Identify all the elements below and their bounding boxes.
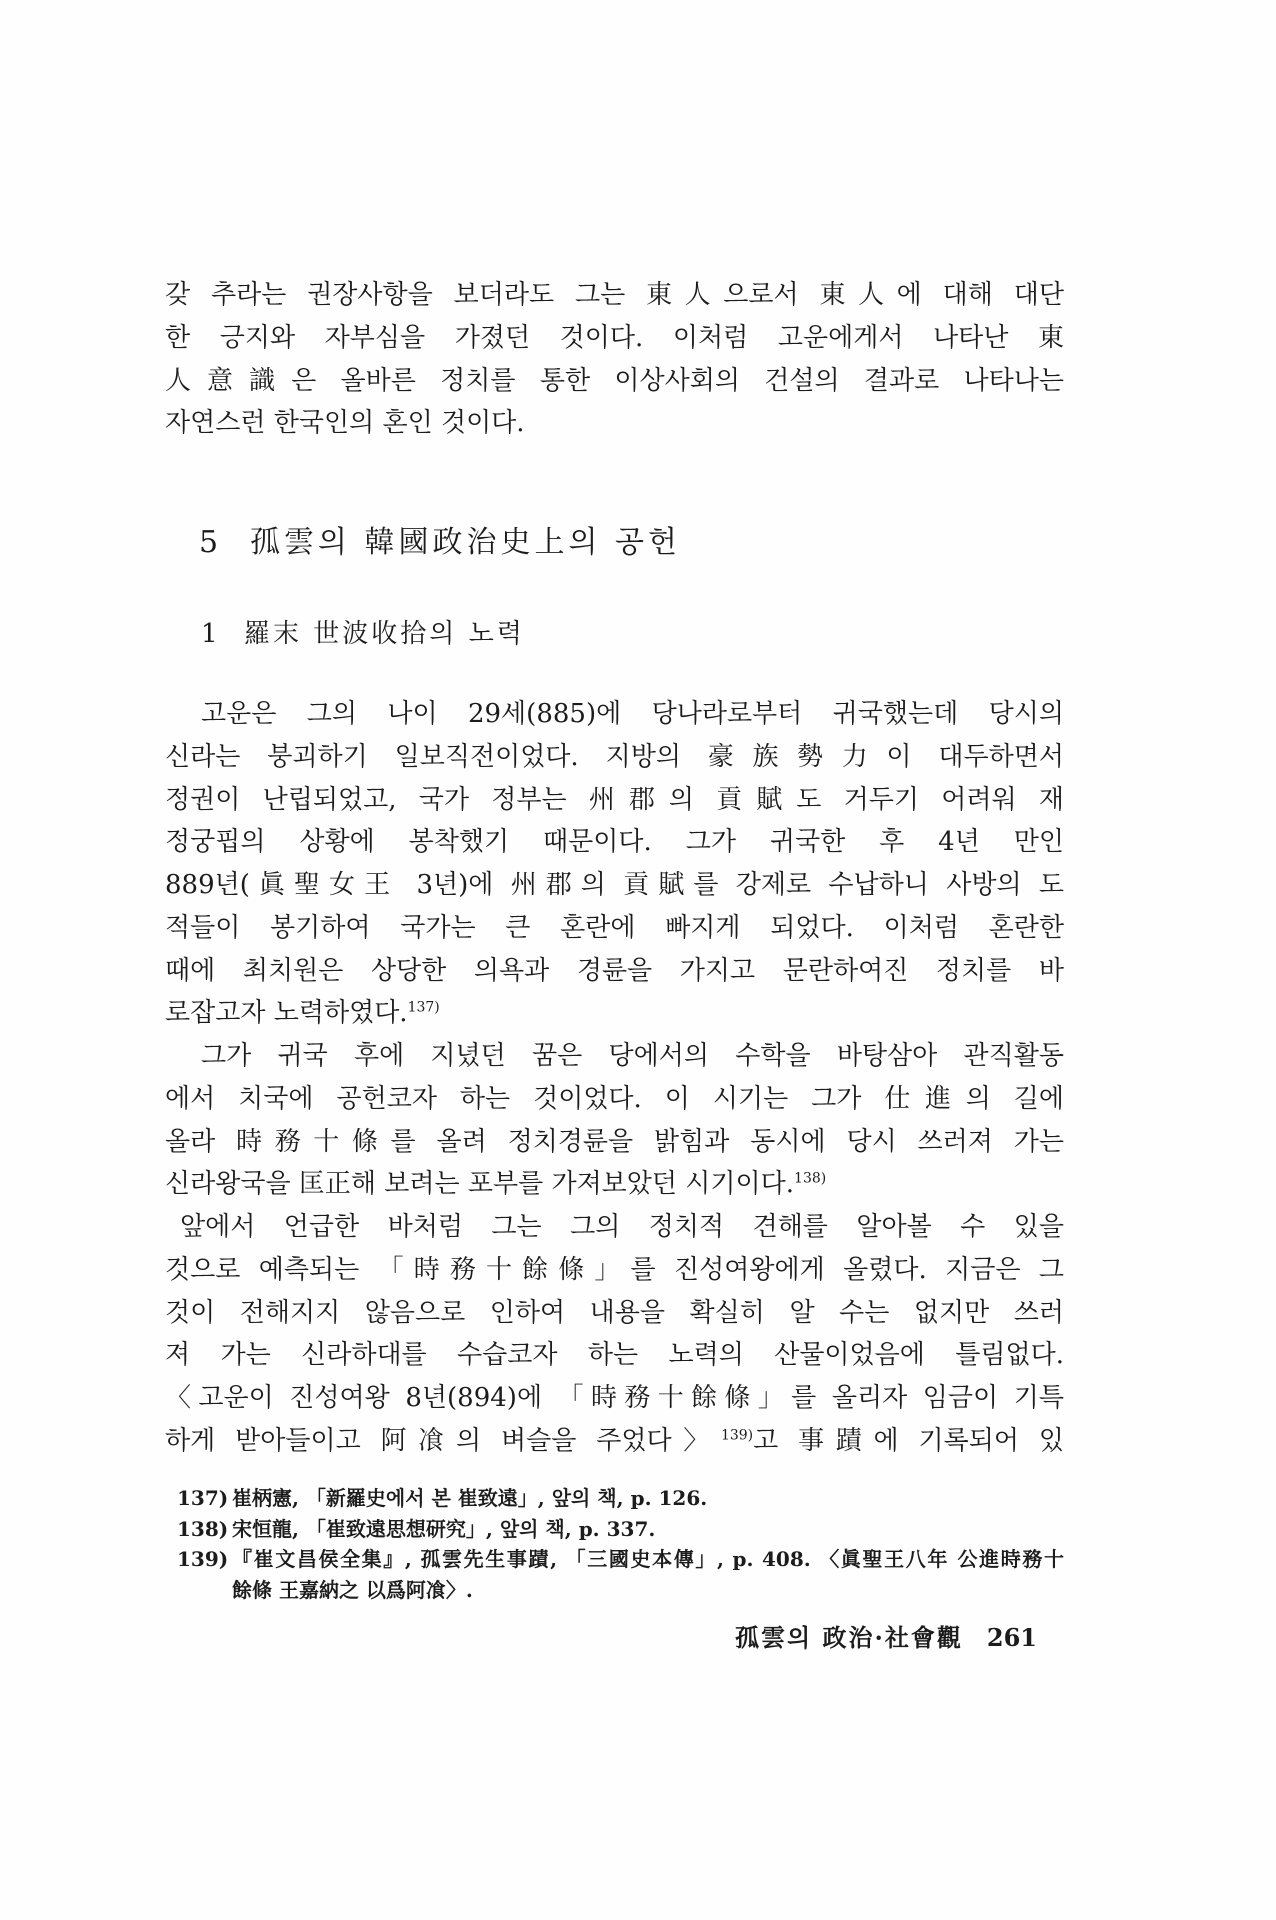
text-line: 갖 추라는 권장사항을 보더라도 그는 東人으로서 東人에 대해 대단 [165,280,1064,310]
text-line [165,1420,1064,1463]
footnote [177,1544,1064,1605]
text-line: 신라는 붕괴하기 일보직전이었다. 지방의 豪族勢力이 대두하면서 [165,741,1064,772]
subsection-number: 1 [201,619,218,649]
text-line [165,1163,1064,1206]
paragraph [165,1035,1064,1206]
page-number: 261 [986,1623,1037,1652]
intro-paragraph [165,274,1064,445]
footnote-text: 餘條 王嘉納之 以爲阿飡〉. [232,1577,473,1602]
text-line: 적들이 봉기하여 국가는 큰 혼란에 빠지게 되었다. 이처럼 혼란한 [165,912,1064,943]
text-line: 889년(眞聖女王 3년)에 州郡의 貢賦를 강제로 수납하니 사방의 도 [165,870,1064,900]
section-heading [199,523,681,563]
footnote-number: 138) [177,1516,229,1541]
line-text: 고 事蹟에 기록되어 있 [753,1425,1064,1456]
text-line: 고운은 그의 나이 29세(885)에 당나라로부터 귀국했는데 당시의 [201,699,1064,729]
footnote-number: 137) [177,1486,229,1510]
running-title: 孤雲의 政治·社會觀 [734,1623,963,1652]
section-title: 孤雲의 韓國政治史上의 공헌 [250,525,681,560]
text-line: 人意識은 올바른 정치를 통한 이상사회의 건설의 결과로 나타나는 [165,365,1064,396]
text-line: 것이 전해지지 않음으로 인하여 내용을 확실히 알 수는 없지만 쓰러 [165,1297,1064,1328]
footnote-reference: 139) [720,1427,754,1444]
text-line: 올라 時務十條를 올려 정치경륜을 밝힘과 동시에 당시 쓰러져 가는 [165,1126,1064,1157]
text-line: 에서 치국에 공헌코자 하는 것이었다. 이 시기는 그가 仕進의 길에 [165,1083,1064,1114]
text-line: 것으로 예측되는 「時務十餘條」를 진성여왕에게 올렸다. 지금은 그 [165,1254,1064,1285]
subsection-title: 羅末 世波收拾의 노력 [244,619,525,649]
text-line: 한 긍지와 자부심을 가졌던 것이다. 이처럼 고운에게서 나타난 東 [165,322,1064,353]
footnote [177,1483,1064,1514]
footnote [177,1514,1064,1545]
body-text [165,693,1064,1463]
text-line: 앞에서 언급한 바처럼 그는 그의 정치적 견해를 알아볼 수 있을 [180,1212,1064,1242]
footnote-text: 崔柄憲, 「新羅史에서 본 崔致遠」, 앞의 책, p. 126. [232,1486,708,1510]
running-footer [735,1622,1037,1654]
subsection-heading [201,616,525,652]
text-line: 〈고운이 진성여왕 8년(894)에 「時務十餘條」를 올리자 임금이 기특 [165,1383,1064,1413]
text-line: 정권이 난립되었고, 국가 정부는 州郡의 貢賦도 거두기 어려워 재 [165,784,1064,815]
line-text: 신라왕국을 匡正해 보려는 포부를 가져보았던 시기이다. [165,1169,795,1200]
section-number: 5 [199,525,219,560]
text-line: 정궁핍의 상황에 봉착했기 때문이다. 그가 귀국한 후 4년 만인 [165,827,1064,858]
paragraph [165,1206,1064,1463]
text-line: 자연스런 한국인의 혼인 것이다. [165,408,525,439]
footnote-number: 139) [177,1547,229,1572]
footnote-text: 宋恒龍, 「崔致遠思想研究」, 앞의 책, p. 337. [232,1516,656,1541]
line-text: 로잡고자 노력하였다. [165,998,408,1029]
footnotes [177,1483,1064,1605]
footnote-text: 『崔文昌侯全集』, 孤雲先生事蹟, 「三國史本傳」, p. 408. 〈眞聖王八年 公進時務十 [232,1547,1064,1572]
footnote-reference: 138) [794,1170,827,1187]
text-line [165,992,1064,1035]
text-line: 져 가는 신라하대를 수습코자 하는 노력의 산물이었음에 틀림없다. [165,1340,1064,1371]
footnote-reference: 137) [407,999,440,1016]
line-text: 하게 받아들이고 阿飡의 벼슬을 주었다〉 [165,1425,721,1456]
text-line: 때에 최치원은 상당한 의욕과 경륜을 가지고 문란하여진 정치를 바 [165,955,1064,986]
text-line: 그가 귀국 후에 지녔던 꿈은 당에서의 수학을 바탕삼아 관직활동 [201,1041,1064,1071]
paragraph [165,693,1064,1035]
